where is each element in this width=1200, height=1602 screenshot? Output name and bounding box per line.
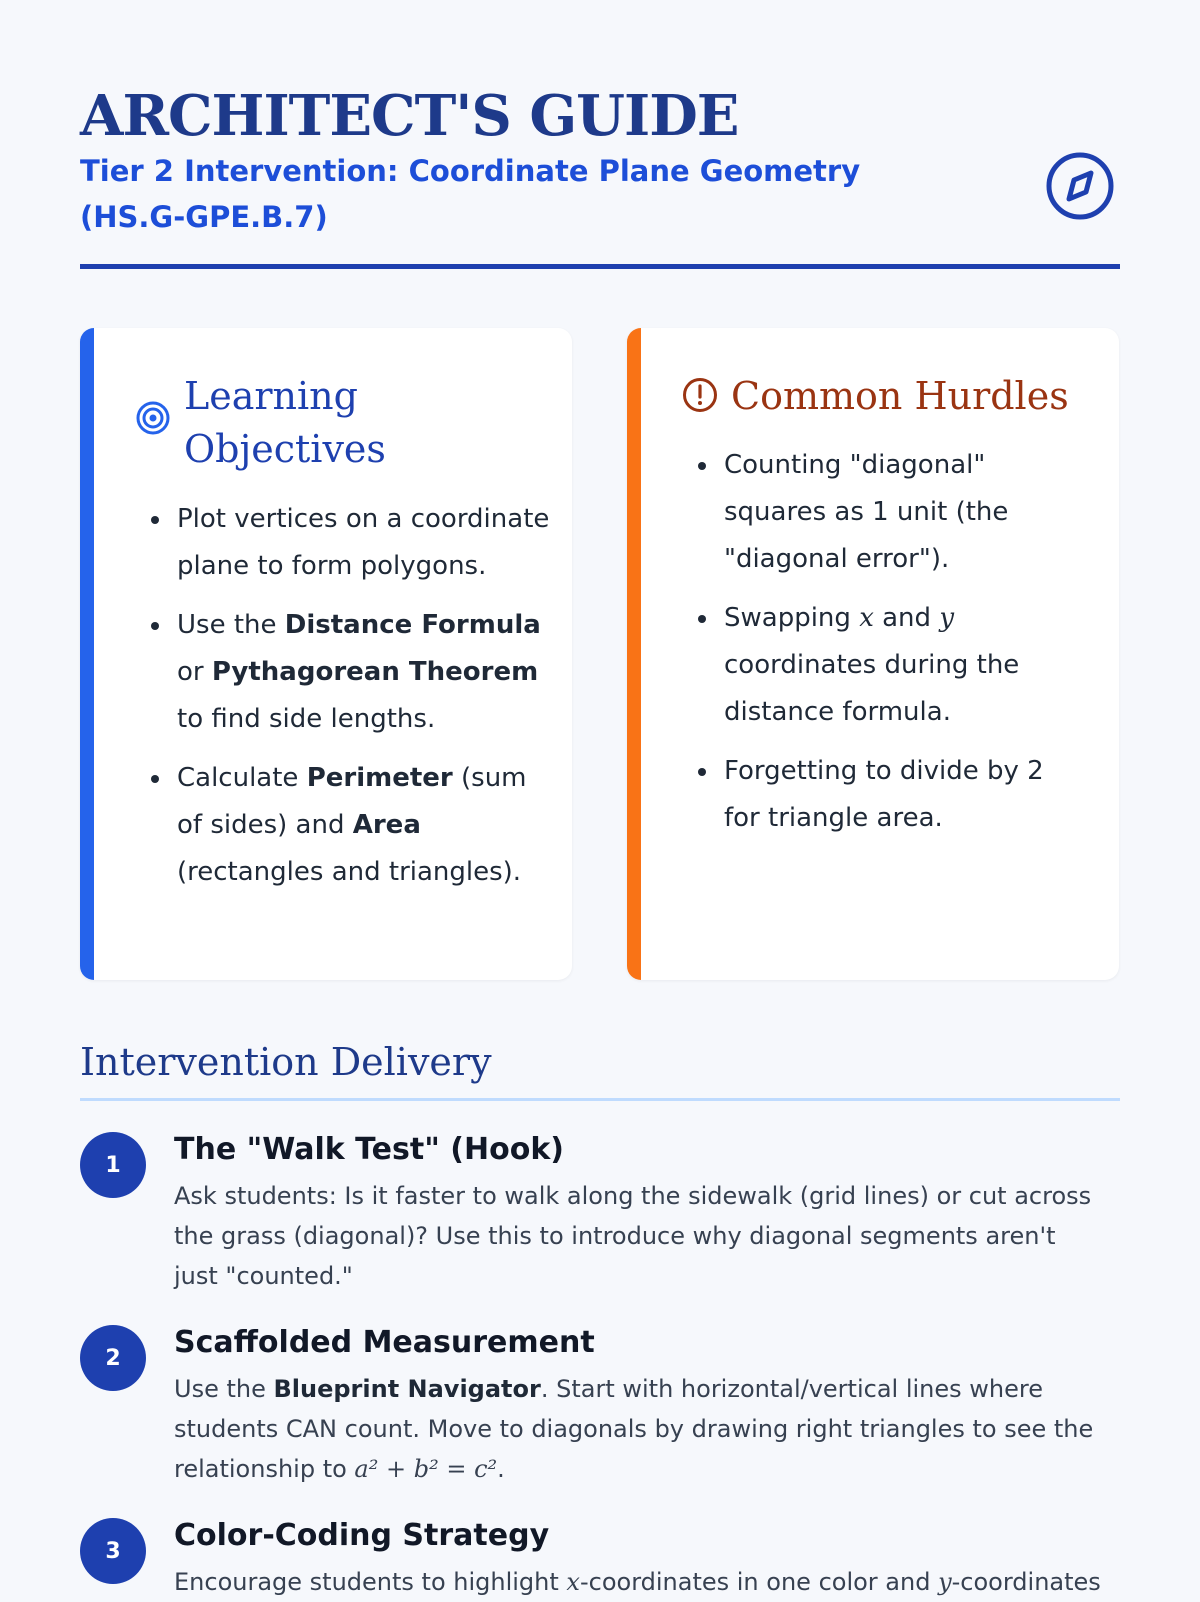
hurdle-2-post: coordinates during the distance formula.	[724, 650, 1020, 727]
objectives-card	[80, 328, 572, 980]
section-divider	[80, 1098, 1120, 1101]
math-x: x	[859, 603, 874, 633]
step-3-post: -coordinates	[951, 1568, 1101, 1596]
step-body	[174, 1369, 1104, 1489]
step-body	[174, 1562, 1104, 1602]
delivery-section-title: Intervention Delivery	[80, 1040, 492, 1084]
objective-3-area: Area	[352, 810, 421, 840]
hurdles-title: Common Hurdles	[731, 374, 1069, 418]
list-item	[173, 755, 553, 896]
hurdle-3-text: Forgetting to divide by 2 for triangle area.	[724, 756, 1044, 833]
list-item	[173, 602, 553, 743]
hurdle-1-text: Counting "diagonal" squares as 1 unit (the "diagonal error").	[724, 450, 1009, 574]
page-title: ARCHITECT'S GUIDE	[80, 83, 739, 149]
objective-2-mid: or	[177, 657, 212, 687]
step-3-mid: -coordinates in one color and	[579, 1568, 939, 1596]
objective-1-text: Plot vertices on a coordinate plane to form polygons.	[177, 504, 550, 581]
step-3-pre: Encourage students to highlight	[174, 1568, 567, 1596]
list-item	[720, 442, 1080, 583]
hurdle-2-and: and	[873, 603, 940, 633]
header	[80, 0, 1120, 269]
objective-3-post: (rectangles and triangles).	[177, 857, 522, 887]
alert-circle-icon	[681, 376, 719, 414]
list-item	[720, 595, 1080, 736]
step-number-badge: 2	[80, 1325, 146, 1391]
objective-2-post: to find side lengths.	[177, 704, 436, 734]
step-2-pre: Use the	[174, 1375, 274, 1403]
page-subtitle: Tier 2 Intervention: Coordinate Plane Geometry (HS.G-GPE.B.7)	[80, 154, 861, 234]
blueprint-navigator-label: Blueprint Navigator	[273, 1375, 541, 1403]
math-x: x	[566, 1568, 580, 1596]
step-2-mid: . Start with horizontal/vertical lines where students CAN count. Move to diagonals by drawing right triangles to see the relationship to	[174, 1375, 1094, 1483]
step-number-badge: 3	[80, 1518, 146, 1584]
objectives-list	[141, 496, 553, 908]
hurdles-header	[681, 370, 1069, 423]
pythagorean-formula: a² + b² = c²	[354, 1455, 498, 1483]
objective-3-pre: Calculate	[177, 763, 307, 793]
objective-2-pythagorean: Pythagorean Theorem	[211, 657, 539, 687]
math-y: y	[939, 603, 955, 633]
cards-row	[80, 328, 1120, 980]
page	[80, 0, 1120, 1596]
step-number-badge: 1	[80, 1132, 146, 1198]
objectives-header	[134, 370, 444, 476]
step-title: Color-Coding Strategy	[174, 1518, 550, 1553]
hurdle-2-pre: Swapping	[724, 603, 860, 633]
objectives-title: Learning Objectives	[184, 374, 386, 471]
step-body: Ask students: Is it faster to walk along the sidewalk (grid lines) or cut across the grass (diagonal)? Use this to introduce why diagonal segments aren't just "counted."	[174, 1182, 1092, 1290]
list-item	[720, 748, 1080, 842]
math-y: y	[938, 1568, 952, 1596]
objective-3-mid: (sum of sides) and	[177, 763, 527, 840]
objective-2-distance-formula: Distance Formula	[284, 610, 541, 640]
list-item	[173, 496, 553, 590]
compass-icon	[1046, 152, 1114, 220]
step-title: The "Walk Test" (Hook)	[174, 1132, 564, 1167]
step-title: Scaffolded Measurement	[174, 1325, 595, 1360]
hurdles-list	[688, 442, 1080, 854]
target-icon	[134, 399, 172, 437]
objective-3-perimeter: Perimeter	[306, 763, 453, 793]
step-2-post: .	[497, 1455, 505, 1483]
hurdles-card	[627, 328, 1119, 980]
objective-2-pre: Use the	[177, 610, 285, 640]
